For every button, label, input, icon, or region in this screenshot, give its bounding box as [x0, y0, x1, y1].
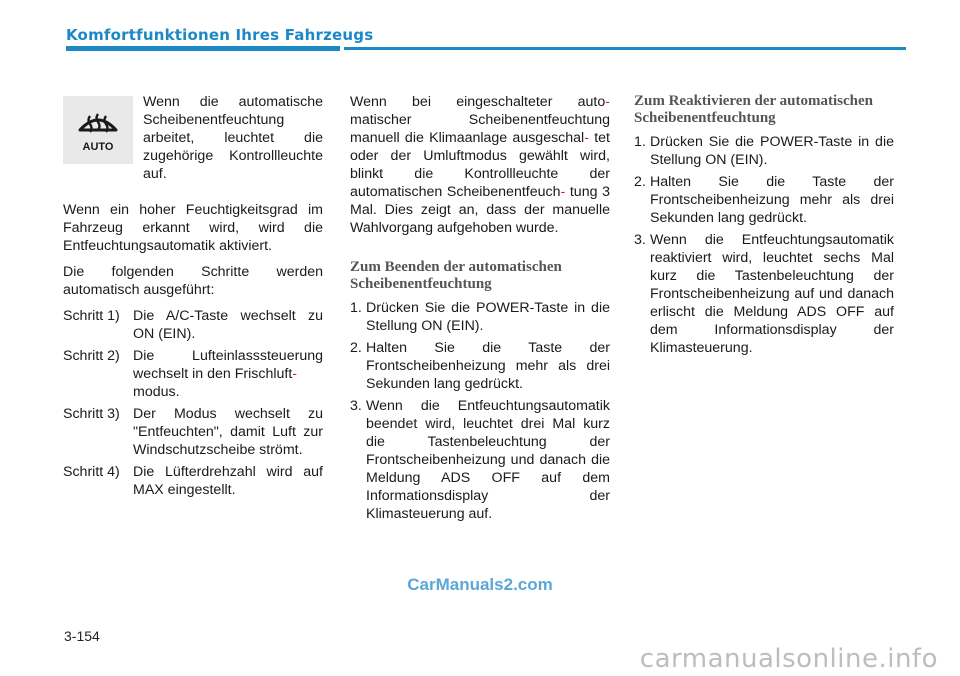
step-label: Schritt 1)	[63, 308, 120, 324]
watermark-carmanualsonline: carmanualsonline.info	[639, 644, 938, 674]
indicator-note: Wenn die automatische Scheibenentfeuchtung arbeitet, leuchtet die zugehörige Kontrollleuchte auf.	[143, 94, 323, 182]
step-list	[63, 307, 323, 499]
deactivate-list	[350, 299, 610, 523]
column-left	[63, 93, 323, 503]
step-label: Schritt 4)	[63, 464, 120, 480]
reactivate-list	[634, 133, 894, 357]
list-item: 1. Drücken Sie die POWER-Taste in die Stellung ON (EIN).	[350, 300, 610, 334]
list-item: 3. Wenn die Entfeuchtungsautomatik beendet wird, leuchtet drei Mal kurz die Tastenbeleuchtung der Frontscheibenheizung und danach die Meldung ADS OFF auf dem Informationsdisplay der Klimasteuerung auf.	[350, 398, 610, 522]
step-text: Der Modus wechselt zu "Entfeuchten", damit Luft zur Windschutzscheibe strömt.	[133, 406, 323, 458]
heading-reactivate: Zum Reaktivieren der automatischen Scheibenentfeuchtung	[634, 93, 874, 126]
list-item	[63, 405, 323, 459]
heading-deactivate: Zum Beenden der automatischen Scheibenentfeuchtung	[350, 259, 562, 292]
section-title: Komfortfunktionen Ihres Fahrzeugs	[66, 26, 374, 44]
header-rule-thick	[66, 46, 340, 51]
list-item	[63, 307, 323, 343]
paragraph-humidity: Wenn ein hoher Feuchtigkeitsgrad im Fahrzeug erkannt wird, wird die Entfeuchtungsautomatik aktiviert.	[63, 202, 323, 254]
step-text: Die A/C-Taste wechselt zu ON (EIN).	[133, 308, 323, 342]
step-label: Schritt 3)	[63, 406, 120, 422]
list-item	[63, 463, 323, 499]
column-right	[634, 93, 894, 361]
step-text: Die Lufteinlasssteuerung wechselt in den Frischluft- modus.	[133, 348, 323, 400]
watermark-carmanuals2[interactable]: CarManuals2.com	[407, 575, 553, 594]
step-text: Die Lüfterdrehzahl wird auf MAX eingestellt.	[133, 464, 323, 498]
step-label: Schritt 2)	[63, 348, 120, 364]
list-item: 3. Wenn die Entfeuchtungsautomatik reaktiviert wird, leuchtet sechs Mal kurz die Tastenbeleuchtung der Frontscheibenheizung auf und danach erlischt die Meldung ADS OFF auf dem Informationsdisplay der Klimasteuerung.	[634, 232, 894, 356]
page-number: 3-154	[64, 628, 100, 644]
paragraph-steps-intro: Die folgenden Schritte werden automatisch ausgeführt:	[63, 264, 323, 298]
column-middle	[350, 93, 610, 527]
list-item: 2. Halten Sie die Taste der Frontscheibenheizung mehr als drei Sekunden lang gedrückt.	[350, 340, 610, 392]
list-item	[63, 347, 323, 401]
header-rule-thin	[344, 47, 906, 50]
list-item: 1. Drücken Sie die POWER-Taste in die Stellung ON (EIN).	[634, 134, 894, 168]
paragraph-manual-override: Wenn bei eingeschalteter auto- matischer Scheibenentfeuchtung manuell die Klimaanlage ausgeschal- tet oder der Umluftmodus gewählt wird, blinkt die Kontrollleuchte der automatischen Scheibenentfeuch- tung 3 Mal. Dies zeigt an, dass der manuelle Wahlvorgang aufgehoben wurde.	[350, 94, 610, 236]
icon-label: AUTO	[82, 141, 114, 153]
list-item: 2. Halten Sie die Taste der Frontscheibenheizung mehr als drei Sekunden lang gedrückt.	[634, 174, 894, 226]
